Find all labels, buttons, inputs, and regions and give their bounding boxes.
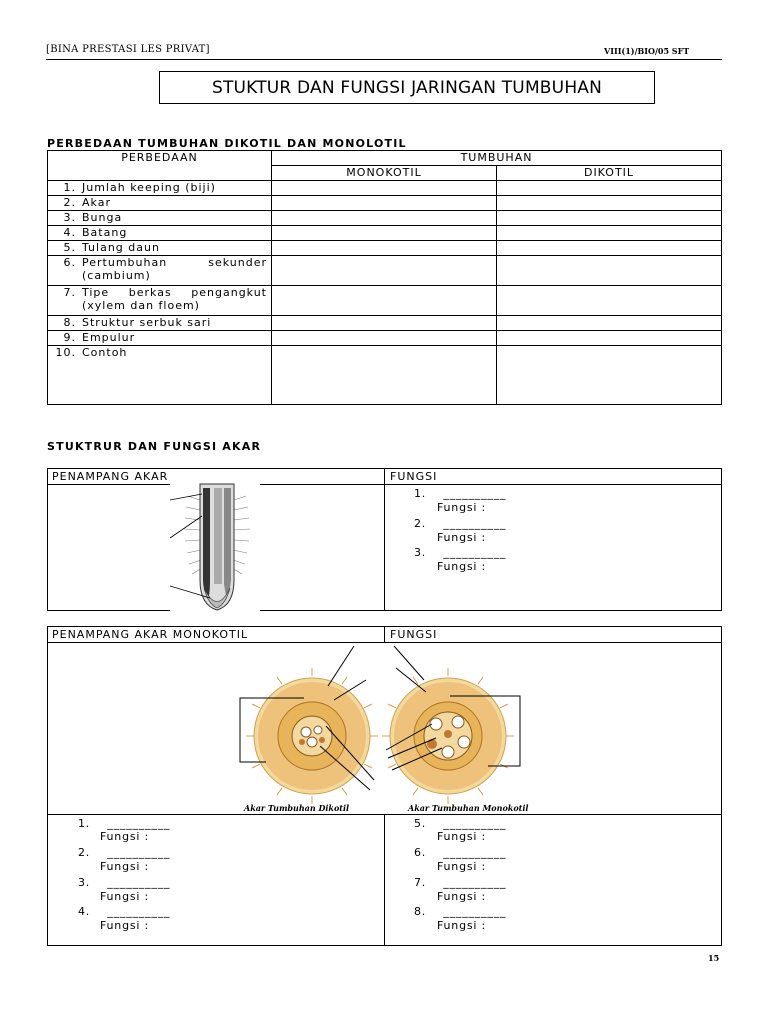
cell-monokotil[interactable] <box>272 181 497 196</box>
col-tumbuhan: TUMBUHAN <box>272 151 722 166</box>
root-cross-section-image <box>236 640 528 816</box>
blank-field[interactable]: __________ <box>443 846 507 859</box>
blank-field[interactable]: __________ <box>107 817 171 830</box>
cell-dikotil[interactable] <box>497 256 722 286</box>
caption-monokotil: Akar Tumbuhan Monokotil <box>408 803 529 813</box>
cell-monokotil[interactable] <box>272 346 497 405</box>
fungsi-label: Fungsi : <box>437 919 487 932</box>
blank-field[interactable]: __________ <box>443 517 507 530</box>
fungsi-label: Fungsi : <box>437 531 487 544</box>
fungsi-item-7: 7. __________ <box>414 876 507 889</box>
col-dikotil: DIKOTIL <box>497 166 722 181</box>
section1-heading: PERBEDAAN TUMBUHAN DIKOTIL DAN MONOLOTIL <box>47 137 407 150</box>
caption-dikotil: Akar Tumbuhan Dikotil <box>244 803 350 813</box>
fungsi-item-4: 4. __________ <box>78 905 171 918</box>
cell-dikotil[interactable] <box>497 196 722 211</box>
table-row: 2. Akar <box>48 196 272 211</box>
fungsi-item-6: 6. __________ <box>414 846 507 859</box>
blank-field[interactable]: __________ <box>443 546 507 559</box>
cell-dikotil[interactable] <box>497 316 722 331</box>
header-divider <box>46 59 722 60</box>
blank-field[interactable]: __________ <box>443 817 507 830</box>
header-right: VIII(1)/BIO/05 SFT <box>604 46 690 56</box>
cell-dikotil[interactable] <box>497 331 722 346</box>
cell-dikotil[interactable] <box>497 211 722 226</box>
blank-field[interactable]: __________ <box>107 905 171 918</box>
blank-field[interactable]: __________ <box>107 846 171 859</box>
table-row: 5. Tulang daun <box>48 241 272 256</box>
cell-monokotil[interactable] <box>272 211 497 226</box>
fungsi-label: Fungsi : <box>437 830 487 843</box>
fungsi-label: Fungsi : <box>437 501 487 514</box>
header-left: [BINA PRESTASI LES PRIVAT] <box>46 44 210 55</box>
fungsi-item-3: 3. __________ <box>78 876 171 889</box>
section2-heading: STUKTRUR DAN FUNGSI AKAR <box>47 440 262 453</box>
box1-right-label: FUNGSI <box>390 470 438 483</box>
fungsi-label: Fungsi : <box>100 919 150 932</box>
fungsi-label: Fungsi : <box>437 890 487 903</box>
dikotil-root-icon <box>240 646 378 804</box>
cell-monokotil[interactable] <box>272 226 497 241</box>
cell-monokotil[interactable] <box>272 256 497 286</box>
box1-divider <box>384 468 385 611</box>
root-tip-icon <box>170 480 260 612</box>
fungsi-item-8: 8. __________ <box>414 905 507 918</box>
root-cross-section-icon <box>236 640 528 816</box>
box2-left-label: PENAMPANG AKAR MONOKOTIL <box>52 628 249 641</box>
box2-right-label: FUNGSI <box>390 628 438 641</box>
table-row: 9. Empulur <box>48 331 272 346</box>
col-perbedaan: PERBEDAAN <box>48 151 272 181</box>
fungsi-item-1: 1. __________ <box>414 487 507 500</box>
root-tip-image <box>170 480 260 612</box>
cell-dikotil[interactable] <box>497 286 722 316</box>
cell-monokotil[interactable] <box>272 241 497 256</box>
table-row: 10. Contoh <box>48 346 272 405</box>
fungsi-label: Fungsi : <box>437 560 487 573</box>
cell-dikotil[interactable] <box>497 226 722 241</box>
fungsi-item-3: 3. __________ <box>414 546 507 559</box>
cell-dikotil[interactable] <box>497 181 722 196</box>
blank-field[interactable]: __________ <box>443 905 507 918</box>
fungsi-label: Fungsi : <box>100 860 150 873</box>
table-row: 8. Struktur serbuk sari <box>48 316 272 331</box>
cell-monokotil[interactable] <box>272 286 497 316</box>
page-number: 15 <box>708 953 720 963</box>
cell-monokotil[interactable] <box>272 196 497 211</box>
fungsi-item-5: 5. __________ <box>414 817 507 830</box>
box1-label-underline <box>260 484 384 485</box>
table-row: 6. Pertumbuhan sekunder (cambium) <box>48 256 272 286</box>
blank-field[interactable]: __________ <box>443 487 507 500</box>
fungsi-label: Fungsi : <box>100 890 150 903</box>
cell-dikotil[interactable] <box>497 241 722 256</box>
cell-dikotil[interactable] <box>497 346 722 405</box>
page-title: STUKTUR DAN FUNGSI JARINGAN TUMBUHAN <box>159 71 655 104</box>
table-row: 3. Bunga <box>48 211 272 226</box>
col-monokotil: MONOKOTIL <box>272 166 497 181</box>
fungsi-label: Fungsi : <box>100 830 150 843</box>
table-row: 7. Tipe berkas pengangkut (xylem dan floem) <box>48 286 272 316</box>
fungsi-item-2: 2. __________ <box>414 517 507 530</box>
box2-label-underline <box>530 642 720 643</box>
monokotil-root-icon <box>382 646 520 804</box>
cell-monokotil[interactable] <box>272 331 497 346</box>
fungsi-label: Fungsi : <box>437 860 487 873</box>
blank-field[interactable]: __________ <box>107 876 171 889</box>
comparison-table <box>47 150 722 405</box>
table-row: 4. Batang <box>48 226 272 241</box>
table-row: 1. Jumlah keeping (biji) <box>48 181 272 196</box>
blank-field[interactable]: __________ <box>443 876 507 889</box>
box1-left-label: PENAMPANG AKAR <box>52 470 169 483</box>
cell-monokotil[interactable] <box>272 316 497 331</box>
fungsi-item-2: 2. __________ <box>78 846 171 859</box>
fungsi-item-1: 1. __________ <box>78 817 171 830</box>
box2-divider-bottom <box>384 814 385 946</box>
